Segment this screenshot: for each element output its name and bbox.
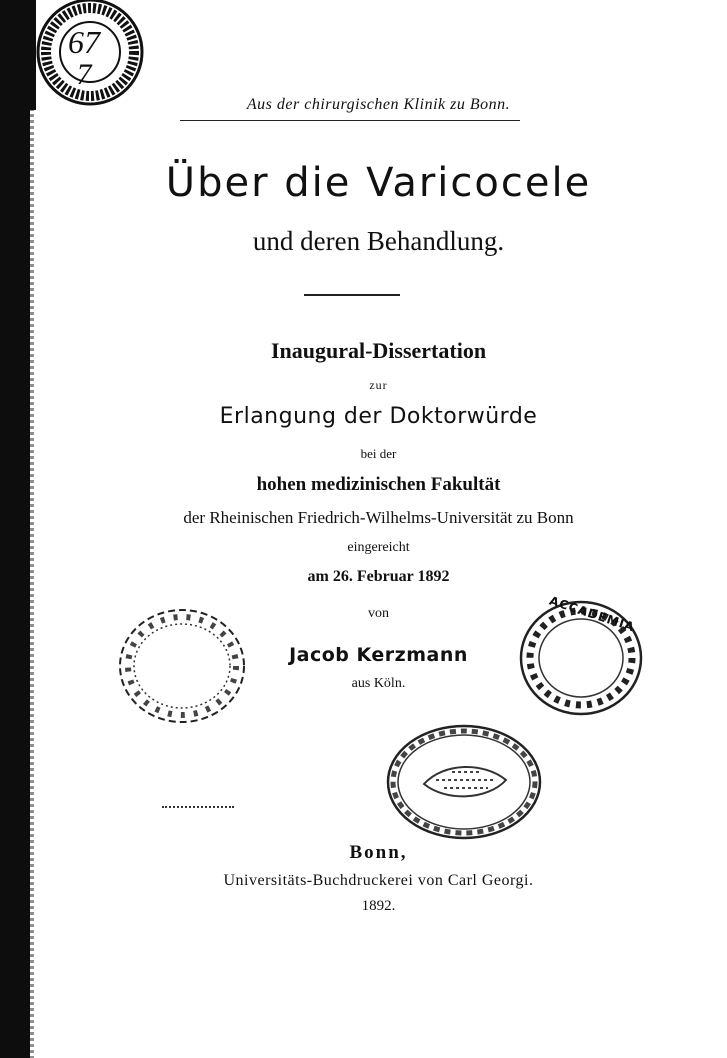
author-name: Jacob Kerzmann bbox=[289, 644, 468, 666]
faculty-line: hohen medizinischen Fakultät bbox=[256, 474, 501, 495]
book-spine-shadow bbox=[0, 0, 30, 1058]
title-rule bbox=[304, 294, 400, 296]
zur-label: zur bbox=[369, 378, 388, 392]
header-rule bbox=[180, 120, 520, 121]
submission-date: am 26. Februar 1892 bbox=[307, 568, 450, 585]
imprint-printer: Universitäts-Buchdruckerei von Carl Georgi. bbox=[223, 872, 534, 889]
author-origin: aus Köln. bbox=[351, 676, 406, 691]
university-line: der Rheinischen Friedrich-Wilhelms-Universität zu Bonn bbox=[183, 508, 574, 527]
subtitle: und deren Behandlung. bbox=[252, 226, 505, 256]
round-stamp-left bbox=[112, 604, 252, 728]
dotted-divider bbox=[162, 806, 234, 808]
shelf-number-primary: 67 bbox=[68, 24, 100, 60]
imprint-year: 1892. bbox=[361, 898, 396, 914]
eingereicht-label: eingereicht bbox=[347, 540, 410, 555]
academia-stamp-text: ACCADEMIA bbox=[547, 593, 637, 635]
von-label: von bbox=[368, 606, 389, 621]
bei-der-label: bei der bbox=[360, 446, 397, 461]
shelf-number-secondary: 7 bbox=[76, 58, 92, 91]
clinic-line: Aus der chirurgischen Klinik zu Bonn. bbox=[246, 96, 511, 113]
oval-library-stamp bbox=[384, 722, 544, 842]
main-title: Über die Varicocele bbox=[165, 160, 592, 206]
imprint-city: Bonn, bbox=[349, 842, 408, 863]
dissertation-type: Inaugural-Dissertation bbox=[270, 338, 487, 363]
purpose-line: Erlangung der Doktorwürde bbox=[219, 404, 538, 429]
